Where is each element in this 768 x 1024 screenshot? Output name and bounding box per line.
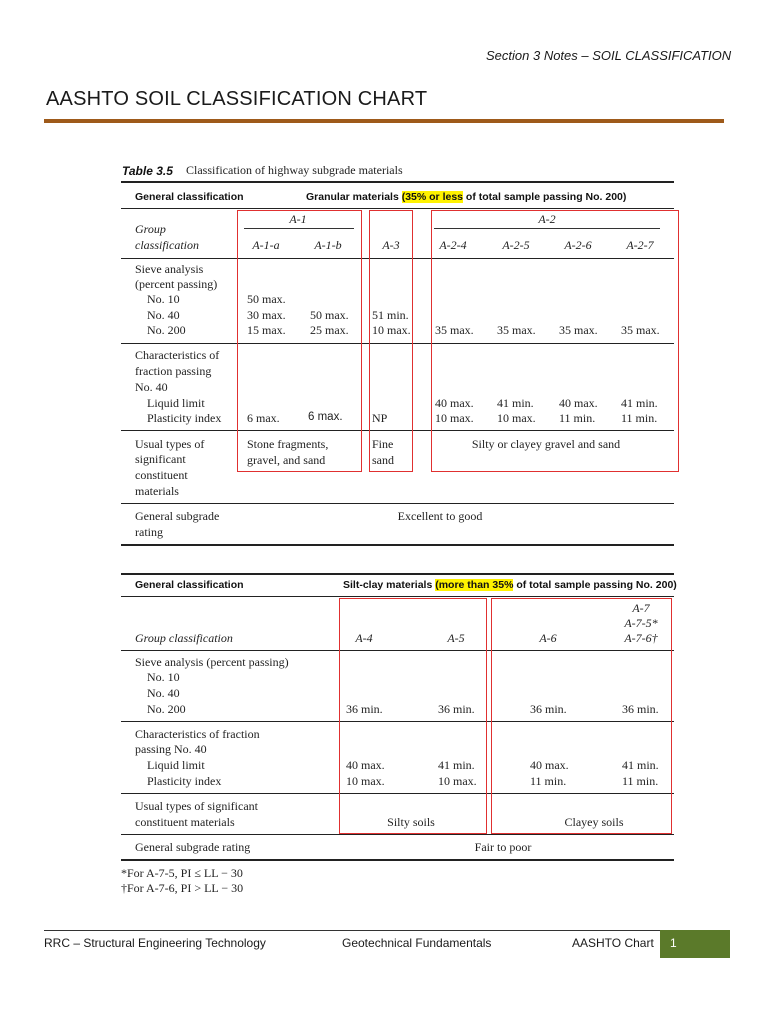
sieve-analysis-label-2: Sieve analysis (percent passing) [135,655,289,669]
footer-divider [44,930,660,931]
footer-left: RRC – Structural Engineering Technology [44,936,266,950]
subgroup-a1a: A-1-a [252,238,280,252]
granular-highlight: (35% or less [401,191,464,203]
group-classification-label: Group [135,222,166,236]
table-bottom-rule [121,544,674,546]
header-rule [121,596,674,597]
subgroup-a27: A-2-7 [626,238,654,252]
a5-no200: 36 min. [438,702,475,716]
a5-plasticity: 10 max. [438,774,477,788]
a7-liquid-limit: 41 min. [622,758,659,772]
subgroup-a3: A-3 [382,238,400,252]
a3-materials-line1: Fine [372,437,394,451]
silt-clay-top-rule [121,573,674,575]
silty-soils-highlight-box [339,598,487,834]
passing-no40-label: passing No. 40 [135,742,207,756]
subgrade-rating-label-2: rating [135,525,163,539]
a7-line1: A-7 [632,601,650,615]
a7-no200: 36 min. [622,702,659,716]
page-title: AASHTO SOIL CLASSIFICATION CHART [46,88,428,110]
percent-passing-label: (percent passing) [135,277,218,291]
a24-liquid-limit: 40 max. [435,396,474,410]
no200-label-2: No. 200 [147,702,186,716]
no10-label-2: No. 10 [147,670,180,684]
title-divider [44,119,724,123]
row-rule [121,834,674,835]
a3-materials-line2: sand [372,453,394,467]
a6-liquid-limit: 40 max. [530,758,569,772]
a6-plasticity: 11 min. [530,774,567,788]
subgrade-rating-value: Excellent to good [397,509,483,523]
liquid-limit-label-2: Liquid limit [147,758,205,772]
a1a-no10: 50 max. [247,292,286,306]
subgroup-a25: A-2-5 [502,238,530,252]
footnote-a75: *For A-7-5, PI ≤ LL − 30 [121,866,243,880]
group-classification-label-2: classification [135,238,199,252]
a26-no200: 35 max. [559,323,598,337]
silt-clay-highlight: (more than 35% [435,579,514,591]
subgrade-rating-value-2: Fair to poor [474,840,532,854]
a26-liquid-limit: 40 max. [559,396,598,410]
a7-line3: A-7-6† [624,631,658,645]
a1-materials-line2: gravel, and sand [247,453,326,467]
a1b-no200: 25 max. [310,323,349,337]
silt-clay-heading: Silt-clay materials (more than 35% of total sample passing No. 200) [343,579,677,591]
materials-label: materials [135,484,179,498]
a1-materials-line1: Stone fragments, [247,437,329,451]
characteristics-label-2: Characteristics of fraction [135,727,260,741]
a1a-plasticity: 6 max. [247,411,280,425]
a7-line2: A-7-5* [624,616,658,630]
a1a-no200: 15 max. [247,323,286,337]
plasticity-index-label-2: Plasticity index [147,774,222,788]
a27-no200: 35 max. [621,323,660,337]
a4-plasticity: 10 max. [346,774,385,788]
subgroup-a24: A-2-4 [439,238,467,252]
no40-label-2: No. 40 [147,686,180,700]
a2-materials: Silty or clayey gravel and sand [471,437,621,451]
general-classification-label-2: General classification [135,579,244,591]
row-rule [121,503,674,504]
subgroup-a26: A-2-6 [564,238,592,252]
a4-liquid-limit: 40 max. [346,758,385,772]
group-a6: A-6 [539,631,557,645]
silt-clay-bottom-rule [121,859,674,861]
a3-no200: 10 max. [372,323,411,337]
silty-soils: Silty soils [387,815,435,829]
a3-highlight-box [369,210,413,472]
subgroup-a1b: A-1-b [314,238,342,252]
constituent-label: constituent [135,468,188,482]
no40-label: No. 40 [147,308,180,322]
a3-plasticity: NP [372,411,388,425]
characteristics-label: Characteristics of [135,348,220,362]
a1b-no40: 50 max. [310,308,349,322]
a24-no200: 35 max. [435,323,474,337]
header-rule [121,208,674,209]
liquid-limit-label: Liquid limit [147,396,205,410]
no200-label: No. 200 [147,323,186,337]
fraction-passing-label: fraction passing [135,364,212,378]
a6-no200: 36 min. [530,702,567,716]
significant-label: significant [135,452,186,466]
a27-plasticity: 11 min. [621,411,658,425]
a7-plasticity: 11 min. [622,774,659,788]
group-a4: A-4 [355,631,373,645]
a1a-no40: 30 max. [247,308,286,322]
page-number: 1 [660,930,730,958]
footer-center: Geotechnical Fundamentals [342,936,492,950]
general-classification-label: General classification [135,191,244,203]
granular-heading: Granular materials (35% or less of total sample passing No. 200) [306,191,627,203]
table-caption-text: Classification of highway subgrade materials [186,163,403,177]
group-classification-label-3: Group classification [135,631,233,645]
a4-no200: 36 min. [346,702,383,716]
a25-plasticity: 10 max. [497,411,536,425]
usual-types-label: Usual types of [135,437,205,451]
group-a5: A-5 [447,631,465,645]
a5-liquid-limit: 41 min. [438,758,475,772]
header-note: Section 3 Notes – SOIL CLASSIFICATION [486,48,732,63]
subgrade-rating-label: General subgrade [135,509,220,523]
a3-no40: 51 min. [372,308,409,322]
no40-fraction-label: No. 40 [135,380,168,394]
plasticity-index-label: Plasticity index [147,411,222,425]
a25-liquid-limit: 41 min. [497,396,534,410]
a1b-plasticity: 6 max. [308,411,343,423]
group-a2-label: A-2 [538,212,556,226]
a25-no200: 35 max. [497,323,536,337]
no10-label: No. 10 [147,292,180,306]
a27-liquid-limit: 41 min. [621,396,658,410]
sieve-analysis-label: Sieve analysis [135,262,204,276]
usual-types-label-2: Usual types of significant [135,799,258,813]
table-caption-label: Table 3.5 [122,164,173,178]
a26-plasticity: 11 min. [559,411,596,425]
a2-highlight-box [431,210,679,472]
table-top-rule [121,181,674,183]
a24-plasticity: 10 max. [435,411,474,425]
clayey-soils-highlight-box [491,598,672,834]
subgrade-rating-label-3: General subgrade rating [135,840,251,854]
group-a1-label: A-1 [289,212,307,226]
constituent-materials-label: constituent materials [135,815,235,829]
footnote-a76: †For A-7-6, PI > LL − 30 [121,881,244,895]
clayey-soils: Clayey soils [564,815,624,829]
a1-highlight-box [237,210,362,472]
footer-right: AASHTO Chart [572,936,654,950]
